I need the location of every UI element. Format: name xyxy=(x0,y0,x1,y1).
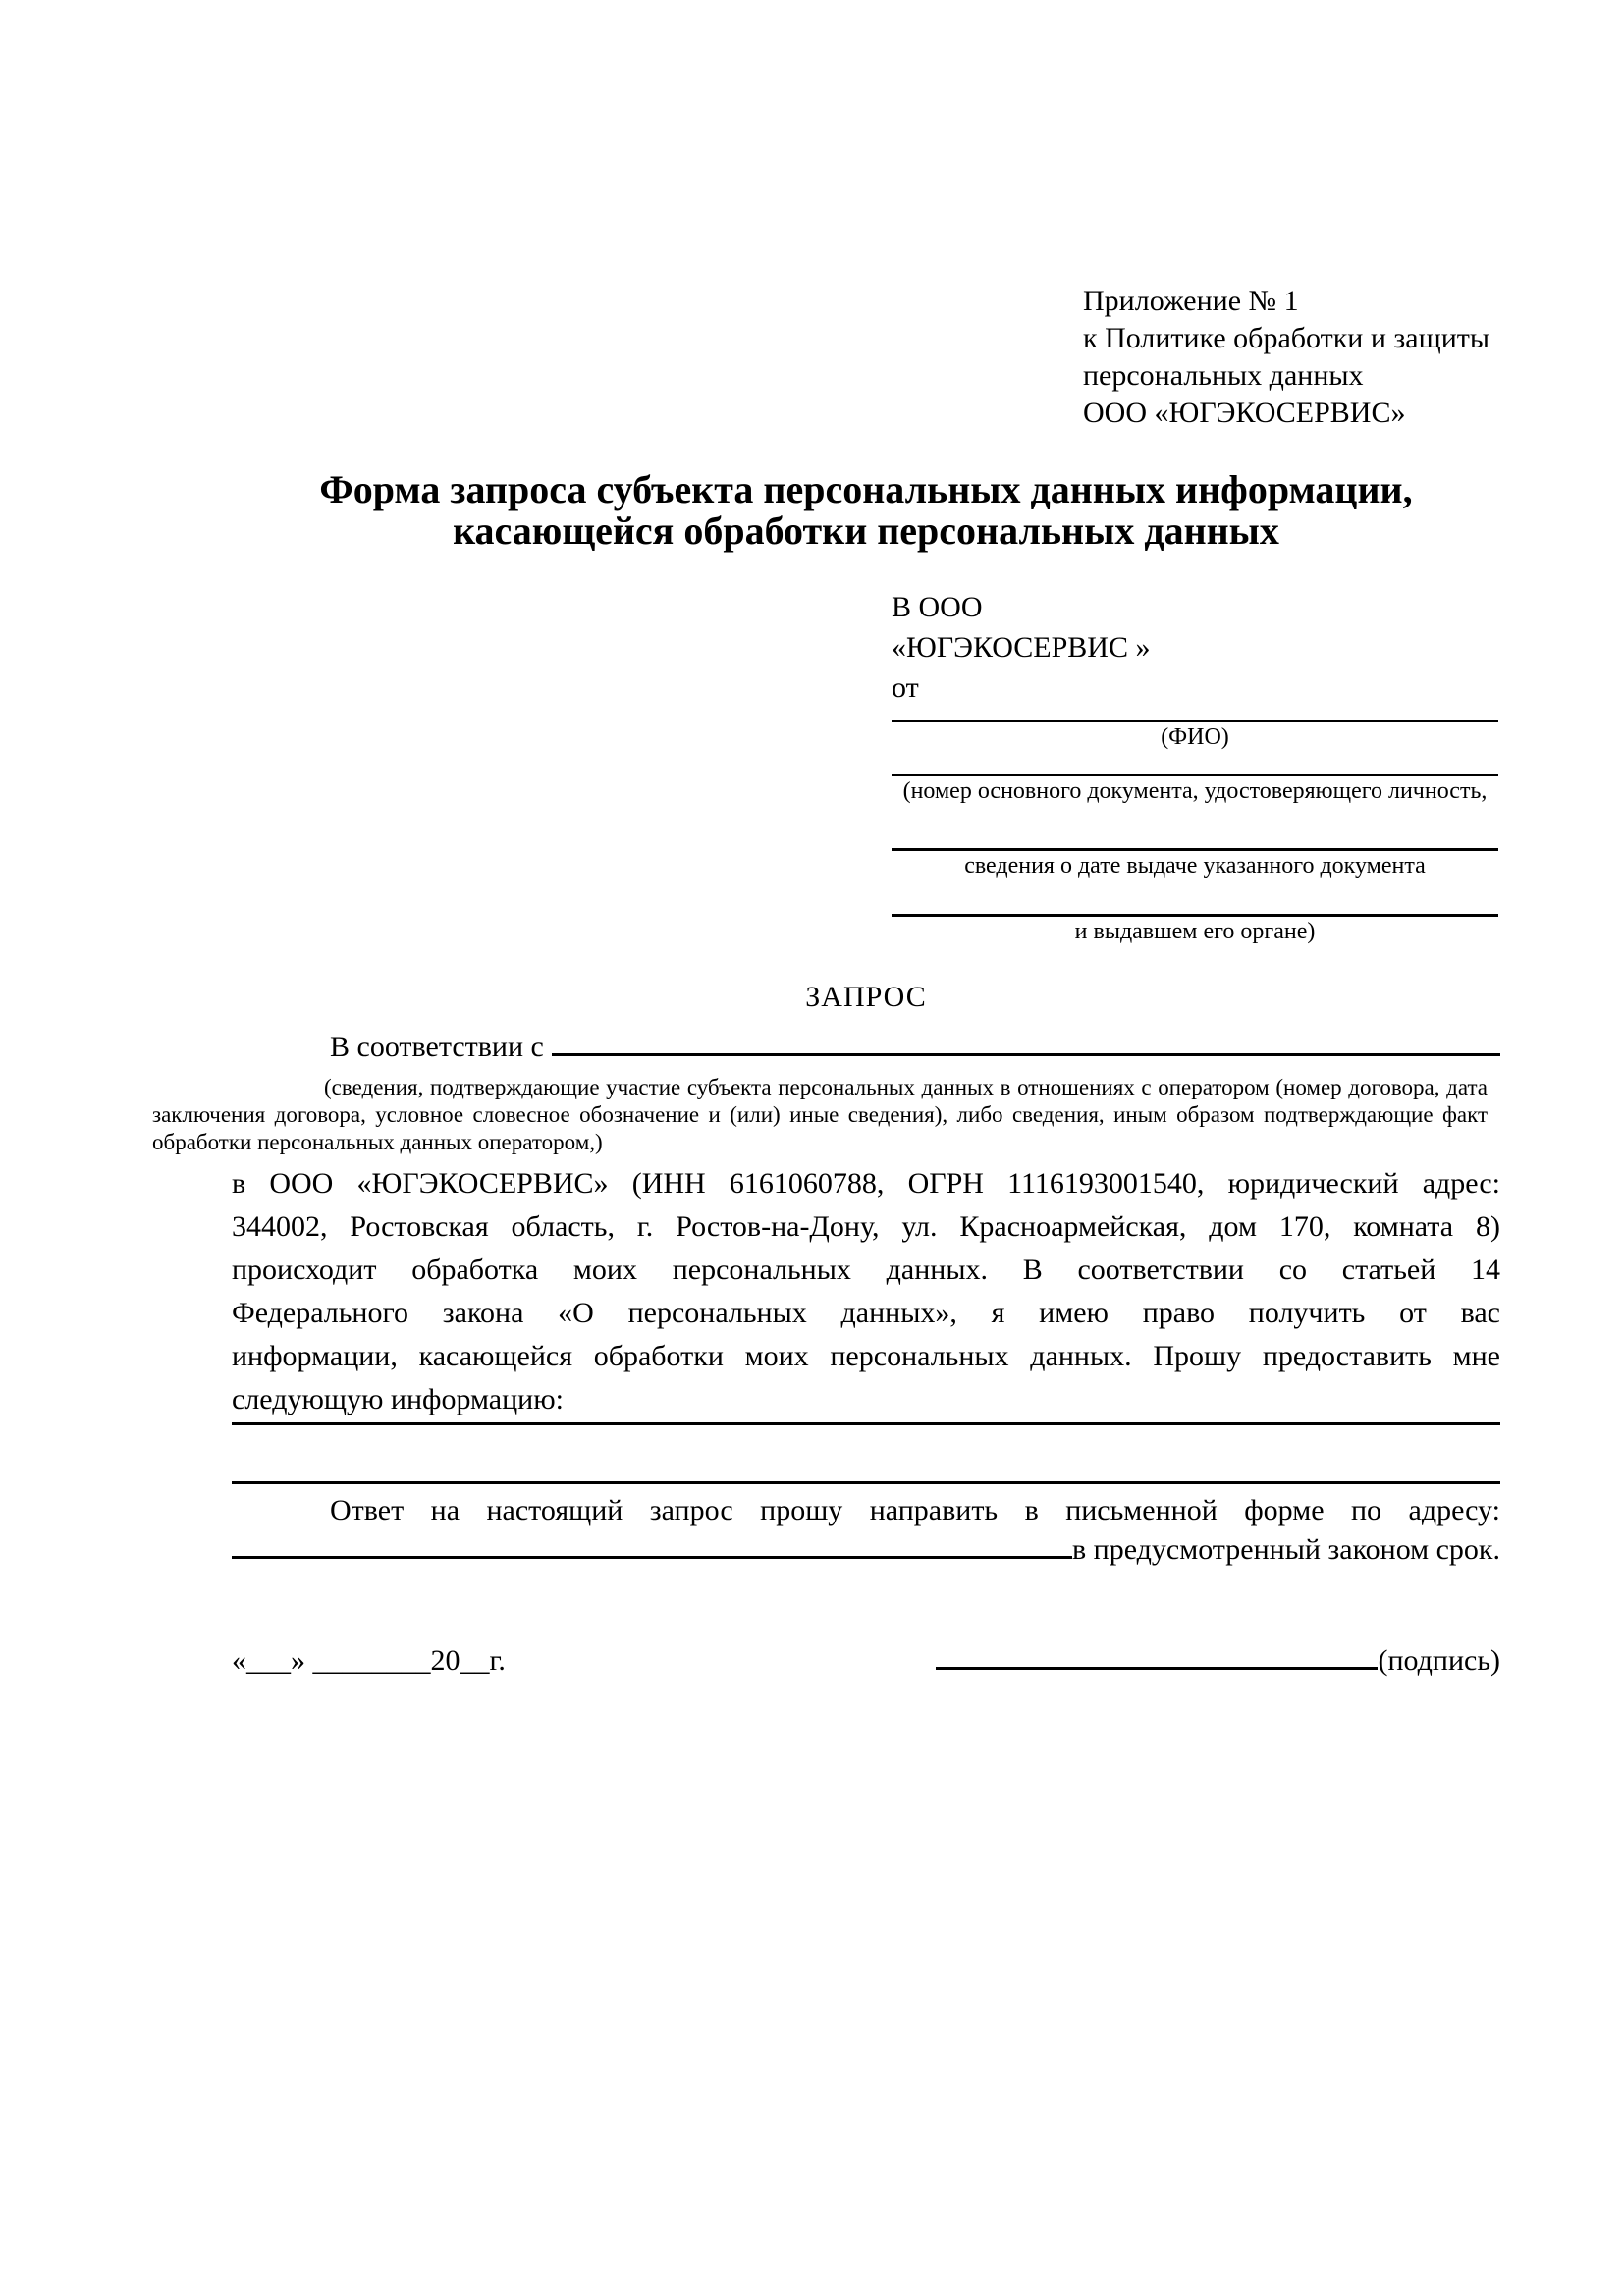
addressee-line-2: «ЮГЭКОСЕРВИС » xyxy=(892,631,1151,664)
body-line-5: информации, касающейся обработки моих персональных данных. Прошу предоставить мне xyxy=(232,1340,1500,1372)
body-line-1: в ООО «ЮГЭКОСЕРВИС» (ИНН 6161060788, ОГРН 1116193001540, юридический адрес: xyxy=(232,1167,1500,1200)
body-line-6: следующую информацию: xyxy=(232,1383,564,1415)
basis-blank-line xyxy=(552,1053,1500,1056)
document-title-line-2: касающейся обработки персональных данных xyxy=(453,508,1279,553)
request-intro-row xyxy=(232,1029,1500,1066)
body-line-3: происходит обработка моих персональных данных. В соответствии со статьей 14 xyxy=(232,1254,1500,1286)
issue-date-caption: сведения о дате выдаче указанного документа xyxy=(964,853,1426,879)
appendix-line-3: персональных данных xyxy=(1083,359,1364,392)
addressee-line-1: В ООО xyxy=(892,591,983,623)
address-blank-line xyxy=(232,1556,1072,1559)
appendix-header xyxy=(1083,283,1489,432)
reply-suffix: в предусмотренный законом срок. xyxy=(1072,1533,1500,1566)
body-line-4: Федерального закона «О персональных данных», я имею право получить от вас xyxy=(232,1297,1500,1329)
request-body xyxy=(232,1162,1500,1421)
issuing-authority-caption: и выдавшем его органе) xyxy=(1074,919,1316,944)
addressee-line-3: от xyxy=(892,671,919,704)
document-title xyxy=(232,469,1500,552)
info-blank-line-1 xyxy=(232,1422,1500,1425)
date-field: «___» ________20__г. xyxy=(232,1644,506,1677)
appendix-line-1: Приложение № 1 xyxy=(1083,285,1299,317)
footnote-line-1: (сведения, подтверждающие участие субъекта персональных данных в отношениях с оператором (номер договора, дата xyxy=(324,1075,1488,1099)
document-title-line-1: Форма запроса субъекта персональных данных информации, xyxy=(319,467,1413,511)
reply-address-row xyxy=(232,1531,1500,1569)
intro-label: В соответствии с xyxy=(330,1031,544,1063)
addressee-block xyxy=(892,587,1498,946)
reply-address-line: Ответ на настоящий запрос прошу направить в письменной форме по адресу: xyxy=(330,1494,1500,1526)
fio-caption: (ФИО) xyxy=(1161,724,1229,750)
body-line-2: 344002, Ростовская область, г. Ростов-на-Дону, ул. Красноармейская, дом 170, комната 8) xyxy=(232,1210,1500,1243)
footnote-block xyxy=(152,1074,1488,1156)
info-blank-line-2 xyxy=(232,1481,1500,1484)
request-heading: ЗАПРОС xyxy=(805,981,927,1013)
signature-blank-line xyxy=(936,1667,1378,1670)
footnote-line-2: заключения договора, условное словесное обозначение и (или) иные сведения), либо сведения, иным образом подтверждающие факт xyxy=(152,1102,1488,1127)
appendix-line-2: к Политике обработки и защиты xyxy=(1083,322,1490,354)
document-number-caption: (номер основного документа, удостоверяющего личность, xyxy=(902,778,1488,804)
signature-caption: (подпись) xyxy=(1378,1644,1500,1677)
appendix-line-4: ООО «ЮГЭКОСЕРВИС» xyxy=(1083,397,1406,429)
signature-row xyxy=(232,1641,1500,1681)
footnote-line-3: обработки персональных данных оператором,) xyxy=(152,1130,603,1154)
